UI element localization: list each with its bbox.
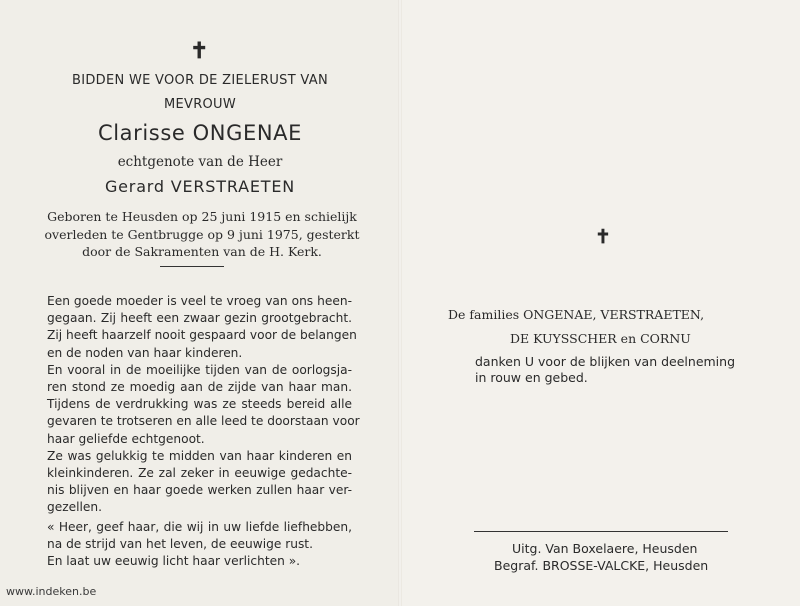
bio-line: overleden te Gentbrugge op 9 juni 1975, gesterkt <box>44 226 360 242</box>
watermark-text: www.indeken.be <box>6 585 97 598</box>
separator-line <box>474 531 728 532</box>
card-fold <box>398 0 402 606</box>
spouse-name: Gerard VERSTRAETEN <box>104 177 296 196</box>
closing-prayer <box>47 519 352 571</box>
text-line: ren stond ze moedig aan de zijde van haar man. <box>47 380 352 395</box>
text-line: haar geliefde echtgenoot. <box>47 431 205 446</box>
text-line: Zij heeft haarzelf nooit gespaard voor de belangen <box>47 328 357 343</box>
publisher-line: Uitg. Van Boxelaere, Heusden <box>512 541 698 556</box>
thanks-line: in rouw en gebed. <box>475 369 588 385</box>
bio-line: door de Sakramenten van de H. Kerk. <box>82 244 322 259</box>
cross-icon: ✝ <box>595 226 611 248</box>
text-line: en de noden van haar kinderen. <box>47 345 243 360</box>
right-page <box>400 0 800 606</box>
text-line: En vooral in de moeilijke tijden van de oorlogsja- <box>47 362 352 377</box>
deceased-name: Clarisse ONGENAE <box>97 121 303 145</box>
prayer-line: « Heer, geef haar, die wij in uw liefde liefhebben, <box>47 520 352 534</box>
bio-line: Geboren te Heusden op 25 juni 1915 en schielijk <box>47 209 357 224</box>
cross-icon: ✝ <box>190 38 209 64</box>
prayer-heading-line1: BIDDEN WE VOOR DE ZIELERUST VAN <box>72 73 328 88</box>
spouse-label: echtgenote van de Heer <box>117 154 283 170</box>
text-line: gezellen. <box>47 500 102 515</box>
biography <box>42 208 362 261</box>
memorial-text <box>47 293 360 517</box>
text-line: Tijdens de verdrukking was ze steeds bereid alle <box>47 397 352 412</box>
text-line: gevaren te trotseren en alle leed te doorstaan voor <box>47 414 360 429</box>
families-line1: De families ONGENAE, VERSTRAETEN, <box>448 307 705 322</box>
text-line: Een goede moeder is veel te vroeg van ons heen- <box>47 294 352 308</box>
prayer-heading-line2: MEVROUW <box>163 97 237 112</box>
text-line: gegaan. Zij heeft een zwaar gezin grootgebracht. <box>47 311 352 326</box>
thanks-text <box>475 354 735 385</box>
prayer-line: En laat uw eeuwig licht haar verlichten ». <box>47 554 301 569</box>
text-line: kleinkinderen. Ze zal zeker in eeuwige gedachte- <box>47 466 352 481</box>
text-line: nis blijven en haar goede werken zullen haar ver- <box>47 483 352 498</box>
text-line: Ze was gelukkig te midden van haar kinderen en <box>47 448 352 463</box>
prayer-line: na de strijd van het leven, de eeuwige rust. <box>47 537 313 552</box>
undertaker-line: Begraf. BROSSE-VALCKE, Heusden <box>494 558 709 573</box>
separator-line <box>160 266 224 267</box>
families-line2: DE KUYSSCHER en CORNU <box>510 331 691 346</box>
thanks-line: danken U voor de blijken van deelneming <box>475 354 736 369</box>
